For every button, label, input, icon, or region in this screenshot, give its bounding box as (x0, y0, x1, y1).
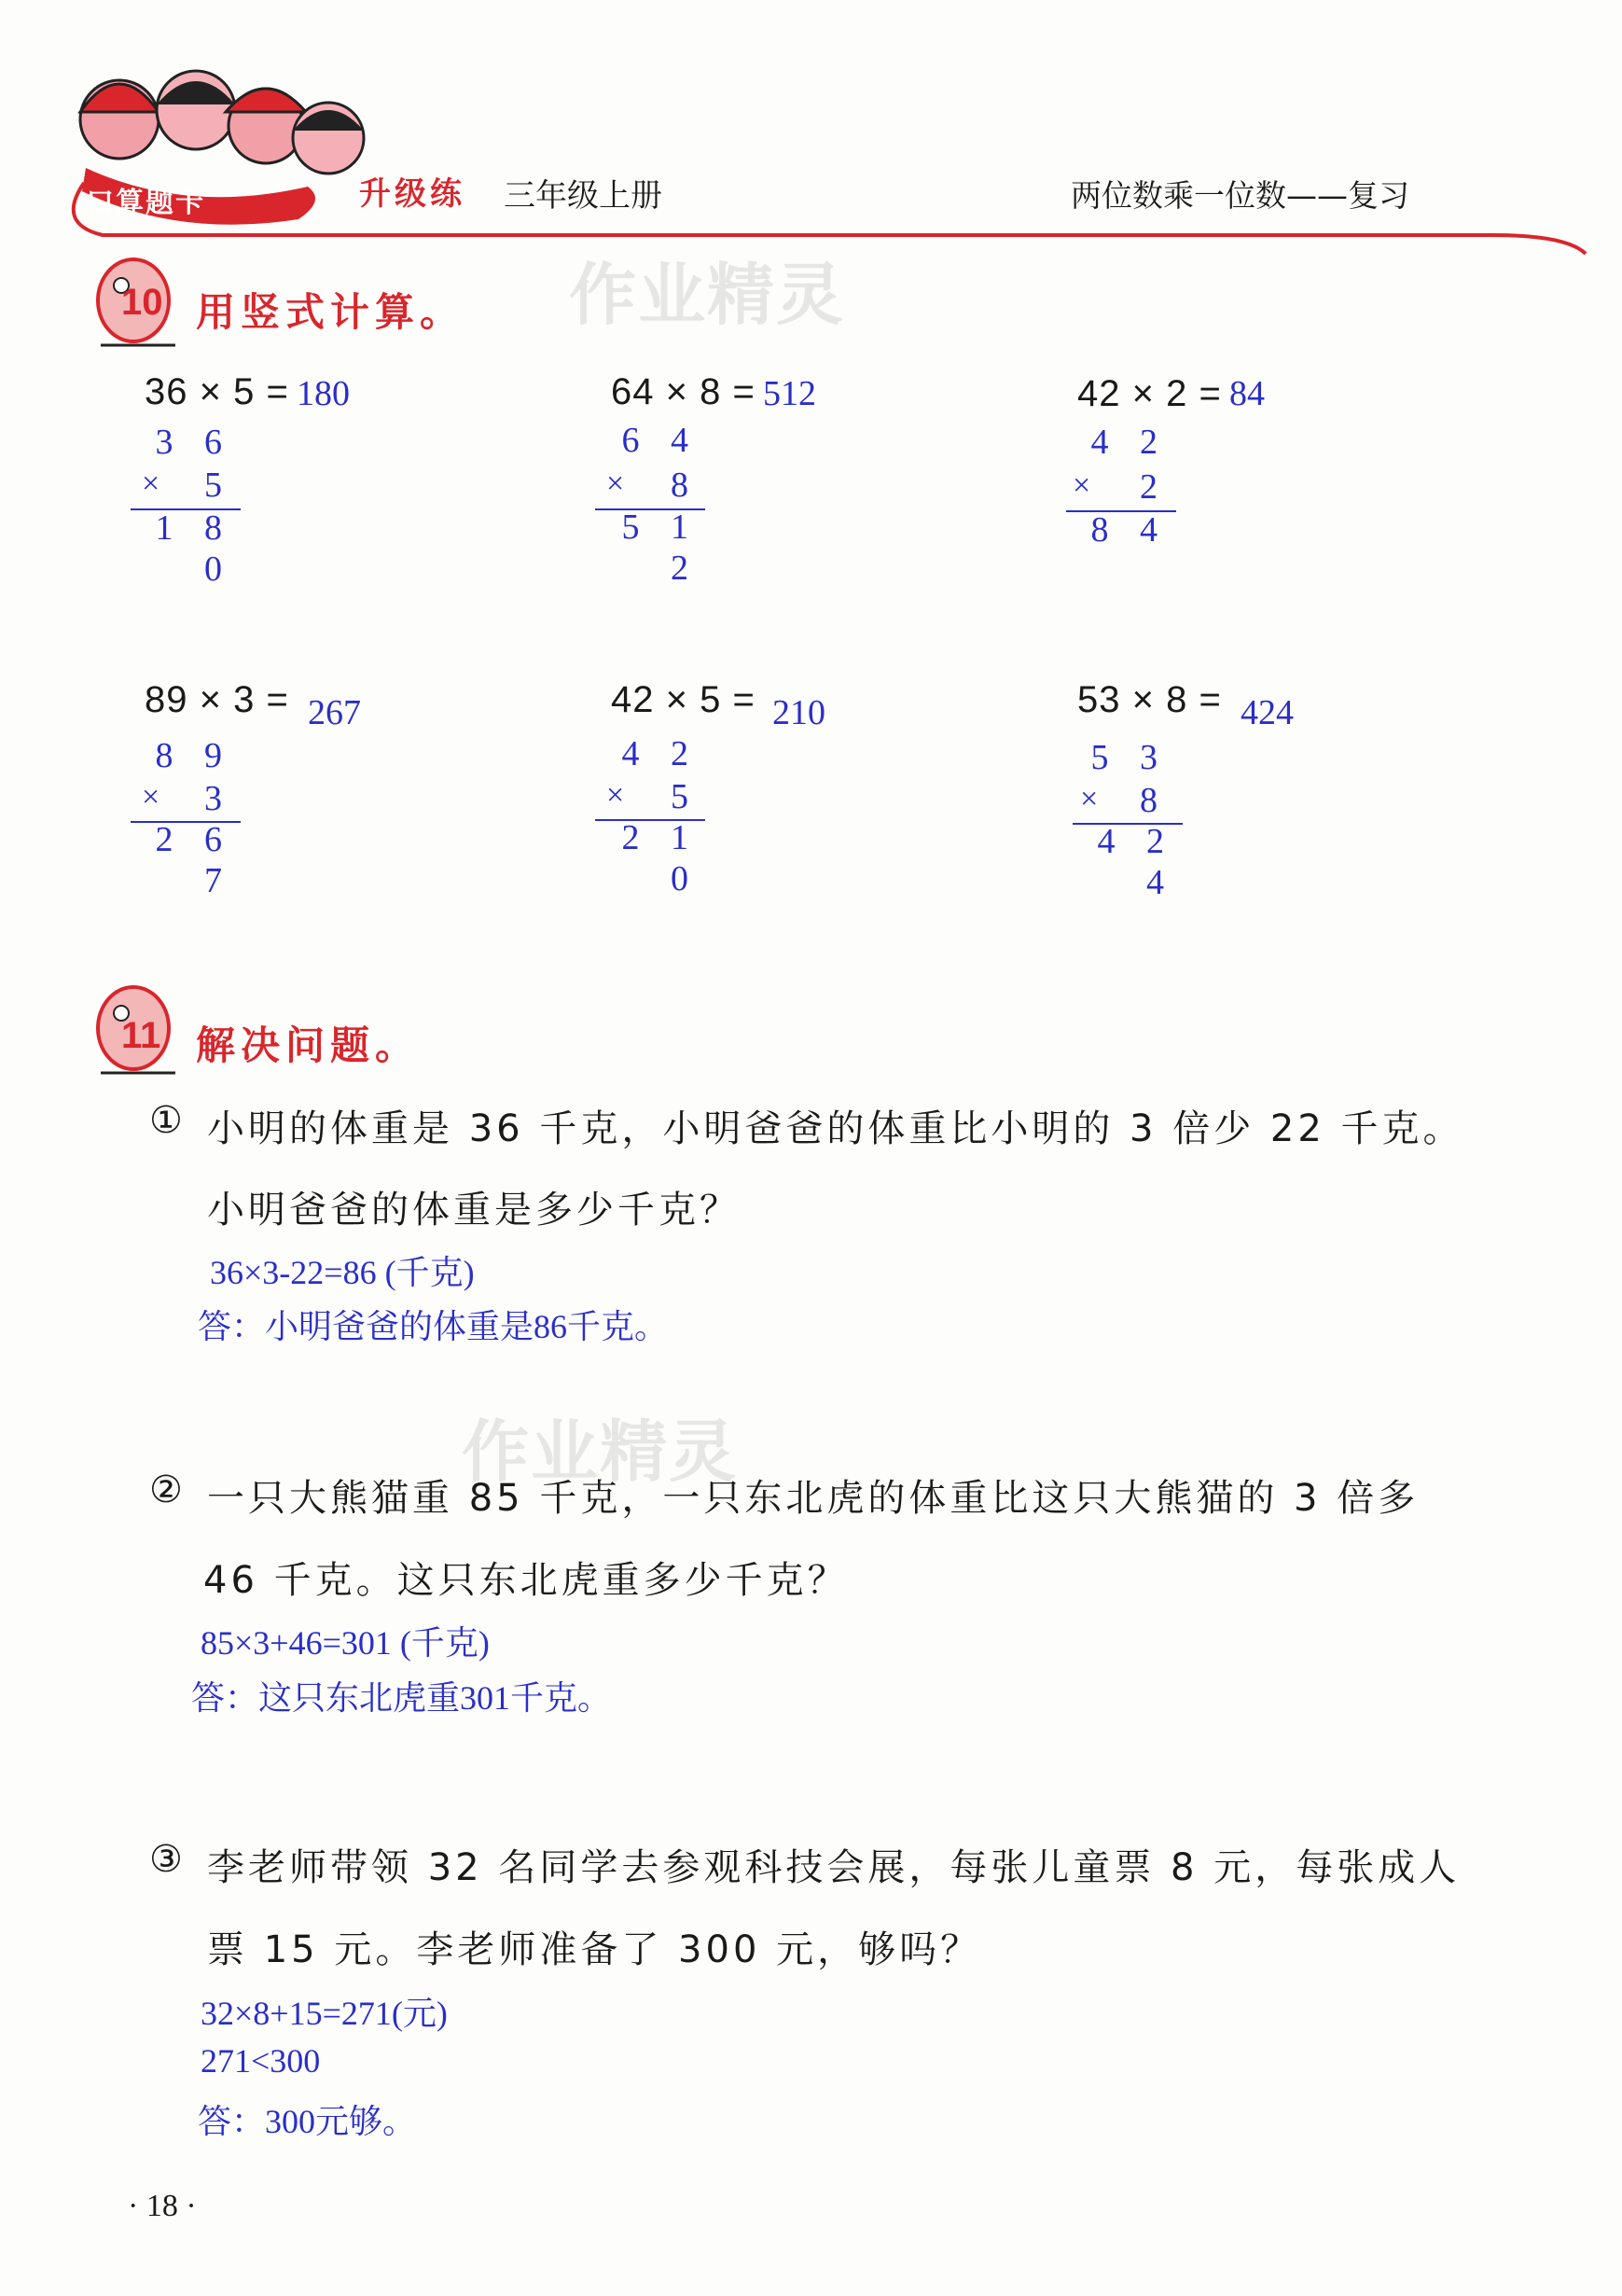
answer: 84 (1229, 374, 1265, 413)
header-decoration (0, 0, 1622, 280)
multiplier: 2 (1140, 467, 1169, 507)
times-sign: × (606, 466, 625, 501)
section-number: 10 (121, 282, 163, 323)
product: 5 1 2 (621, 508, 700, 588)
answer: 512 (763, 374, 816, 413)
multiplicand: 3 6 (155, 423, 233, 462)
equation: 42 × 5 = (611, 679, 756, 720)
answer: 267 (308, 693, 361, 732)
problem-mark: ① (149, 1099, 187, 1142)
answer: 210 (772, 693, 825, 732)
problem-text: 票 15 元。李老师准备了 300 元，够吗？ (207, 1928, 982, 1971)
series-title: 升级练 (359, 175, 465, 213)
multiplicand: 4 2 (1090, 423, 1169, 462)
watermark: 作业精灵 (462, 1412, 739, 1491)
section-title: 用竖式计算。 (196, 289, 465, 335)
equation: 64 × 8 = (611, 371, 756, 412)
multiplicand: 8 9 (155, 736, 233, 775)
solution: 32×8+15=271(元) (201, 1995, 448, 2032)
multiplicand: 5 3 (1090, 738, 1169, 777)
times-sign: × (1073, 468, 1091, 503)
answer: 180 (297, 374, 350, 413)
equation: 42 × 2 = (1077, 373, 1222, 414)
answer: 424 (1241, 693, 1294, 732)
watermark: 作业精灵 (569, 256, 846, 334)
product: 2 1 0 (621, 818, 700, 898)
problem-text: 小明的体重是 36 千克，小明爸爸的体重比小明的 3 倍少 22 千克。 (207, 1107, 1464, 1150)
solution: 36×3-22=86 (千克) (210, 1254, 475, 1291)
multiplier: 5 (671, 777, 700, 816)
problem-mark: ③ (149, 1838, 187, 1881)
problem-text: 一只大熊猫重 85 千克，一只东北虎的体重比这只大熊猫的 3 倍多 (207, 1477, 1420, 1520)
topic-label: 两位数乘一位数——复习 (1071, 177, 1409, 214)
solution: 271<300 (201, 2042, 321, 2080)
page-number: · 18 · (128, 2189, 197, 2223)
multiplier: 5 (204, 466, 233, 505)
problem-mark: ② (149, 1468, 187, 1511)
solution: 85×3+46=301 (千克) (201, 1624, 490, 1662)
product: 8 4 (1090, 510, 1169, 550)
problem-text: 46 千克。这只东北虎重多少千克？ (203, 1559, 849, 1602)
grade-label: 三年级上册 (504, 177, 662, 215)
times-sign: × (1080, 782, 1099, 816)
solution-answer: 答：300元够。 (198, 2103, 417, 2140)
multiplier: 8 (1140, 781, 1169, 820)
multiplier: 3 (204, 779, 233, 818)
problem-text: 小明爸爸的体重是多少千克？ (207, 1189, 741, 1231)
equation: 53 × 8 = (1077, 679, 1222, 720)
section-title: 解决问题。 (196, 1023, 421, 1068)
problem-text: 李老师带领 32 名同学去参观科技会展，每张儿童票 8 元，每张成人 (207, 1846, 1461, 1889)
times-sign: × (606, 778, 625, 813)
equation: 89 × 3 = (145, 679, 289, 720)
product: 4 2 4 (1097, 822, 1175, 902)
product: 2 6 7 (155, 820, 233, 900)
solution-answer: 答：这只东北虎重301千克。 (191, 1679, 612, 1717)
multiplicand: 4 2 (621, 734, 700, 773)
times-sign: × (142, 466, 160, 501)
product: 1 8 0 (155, 508, 233, 589)
times-sign: × (142, 780, 160, 814)
equation: 36 × 5 = (145, 371, 289, 412)
multiplicand: 6 4 (621, 421, 700, 460)
solution-answer: 答：小明爸爸的体重是86千克。 (198, 1308, 669, 1345)
section-number: 11 (121, 1015, 161, 1056)
multiplier: 8 (671, 466, 700, 505)
logo-text: 口算题卡 (86, 187, 205, 219)
